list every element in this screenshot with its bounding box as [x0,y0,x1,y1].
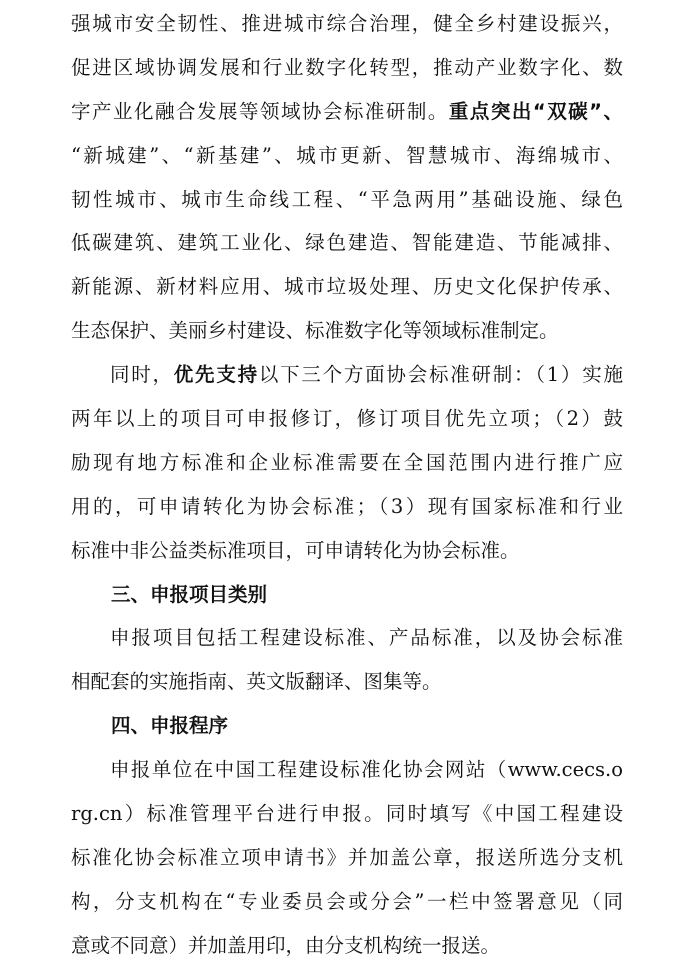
text-line: rg.cn）标准管理平台进行申报。同时填写《中国工程建设 [71,802,623,826]
text-line: 标准中非公益类标准项目，可申请转化为协会标准。 [71,538,520,562]
section-heading: 三、申报项目类别 [111,582,268,606]
text-line: 新能源、新材料应用、城市垃圾处理、历史文化保护传承、 [71,275,623,299]
text-line: 申报项目包括工程建设标准、产品标准，以及协会标准 [110,626,623,650]
text-line: 构，分支机构在“专业委员会或分会”一栏中签署意见（同 [71,889,623,913]
text-fragment: 同时， [110,363,174,387]
text-line: 相配套的实施指南、英文版翻译、图集等。 [71,670,442,694]
text-line: 意或不同意）并加盖用印，由分支机构统一报送。 [71,933,501,957]
text-fragment: 以下三个方面协会标准研制：（1）实施 [258,363,623,387]
text-line: “新城建”、“新基建”、城市更新、智慧城市、海绵城市、 [71,143,623,167]
text-line [71,353,623,397]
text-line: 两年以上的项目可申报修订，修订项目优先立项；（2）鼓 [71,407,623,431]
text-line: 强城市安全韧性、推进城市综合治理，健全乡村建设振兴， [71,12,623,35]
text-line: 低碳建筑、建筑工业化、绿色建造、智能建造、节能减排、 [71,231,623,255]
bold-emphasis: 重点突出“双碳”、 [448,99,623,123]
text-line [71,90,623,134]
text-line: 励现有地方标准和企业标准需要在全国范围内进行推广应 [71,450,623,474]
text-line: 生态保护、美丽乡村建设、标准数字化等领域标准制定。 [71,319,559,343]
bold-emphasis: 优先支持 [173,363,259,387]
text-line: 申报单位在中国工程建设标准化协会网站（www.cecs.o [110,758,623,782]
text-line: 标准化协会标准立项申请书》并加盖公章，报送所选分支机 [71,845,623,869]
document-page [71,2,623,968]
section-heading: 四、申报程序 [111,714,229,738]
text-line: 韧性城市、城市生命线工程、“平急两用”基础设施、绿色 [71,187,623,211]
text-line: 用的，可申请转化为协会标准；（3）现有国家标准和行业 [71,494,623,518]
text-fragment: 字产业化融合发展等领域协会标准研制。 [71,99,449,123]
text-line: 促进区域协调发展和行业数字化转型，推动产业数字化、数 [71,55,623,79]
